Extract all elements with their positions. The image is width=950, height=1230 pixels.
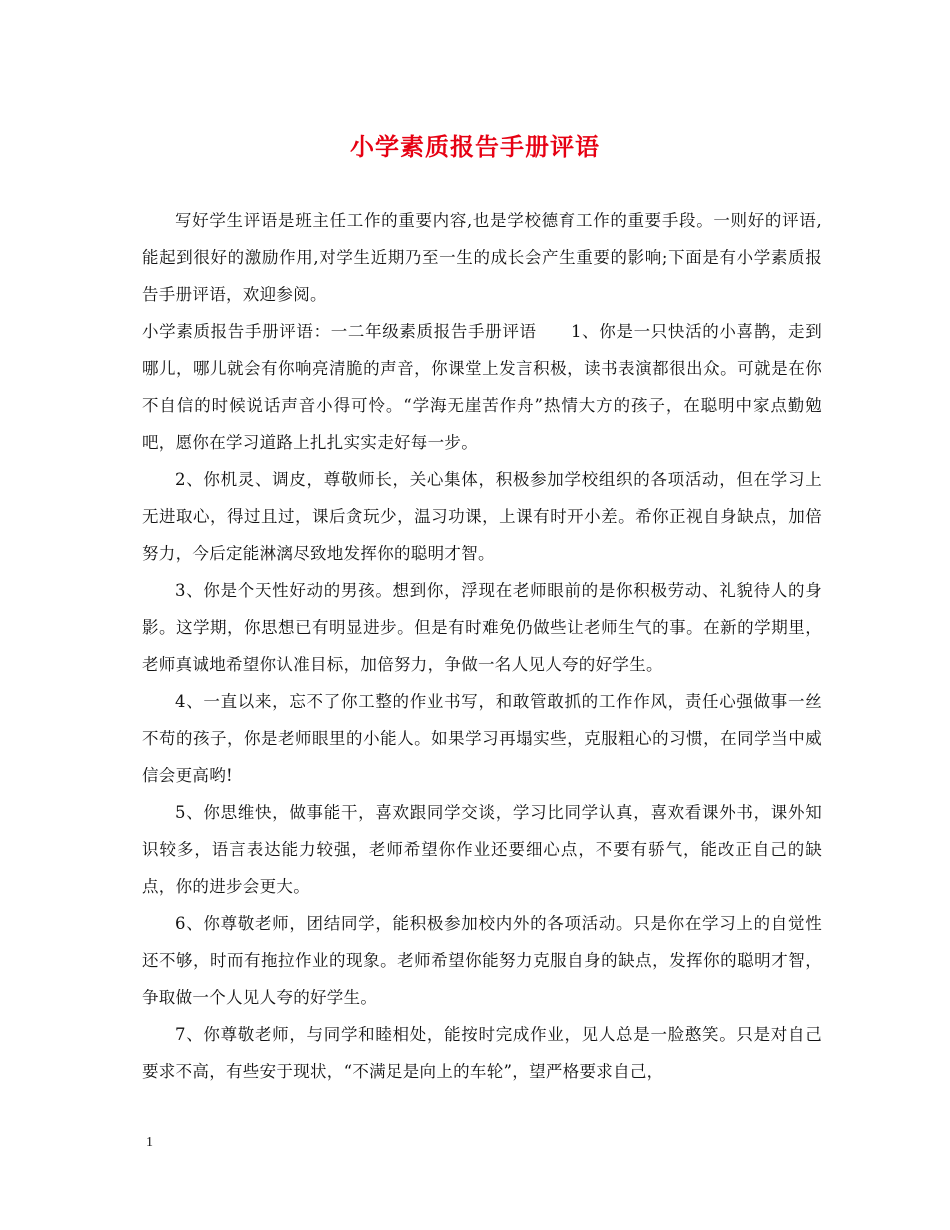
- paragraph-comment-5: 5、你思维快，做事能干，喜欢跟同学交谈，学习比同学认真，喜欢看课外书，课外知识较多，语言表达能力较强，老师希望你作业还要细心点，不要有骄气，能改正自己的缺点，你的进步会更大。: [142, 803, 822, 896]
- document-title: 小学素质报告手册评语: [350, 132, 600, 161]
- page-number: 1: [146, 1135, 153, 1150]
- paragraph-intro: 写好学生评语是班主任工作的重要内容,也是学校德育工作的重要手段。一则好的评语,能起到很好的激励作用,对学生近期乃至一生的成长会产生重要的影响;下面是有小学素质报告手册评语，欢迎参阅。: [142, 211, 822, 304]
- paragraph-comment-3: 3、你是个天性好动的男孩。想到你，浮现在老师眼前的是你积极劳动、礼貌待人的身影。这学期，你思想已有明显进步。但是有时难免仍做些让老师生气的事。在新的学期里，老师真诚地希望你认准目标，加倍努力，争做一名人见人夸的好学生。: [142, 581, 822, 674]
- document-body: [142, 202, 822, 1090]
- paragraph-comment-1: 小学素质报告手册评语：一二年级素质报告手册评语 1、你是一只快活的小喜鹊，走到哪儿，哪儿就会有你响亮清脆的声音，你课堂上发言积极，读书表演都很出众。可就是在你不自信的时候说话声音小得可怜。“学海无崖苦作舟”热情大方的孩子，在聪明中家点勤勉吧，愿你在学习道路上扎扎实实走好每一步。: [142, 322, 822, 452]
- paragraph-comment-2: 2、你机灵、调皮，尊敬师长，关心集体，积极参加学校组织的各项活动，但在学习上无进取心，得过且过，课后贪玩少，温习功课，上课有时开小差。希你正视自身缺点，加倍努力，今后定能淋漓尽致地发挥你的聪明才智。: [142, 470, 822, 563]
- paragraph-comment-6: 6、你尊敬老师，团结同学，能积极参加校内外的各项活动。只是你在学习上的自觉性还不够，时而有拖拉作业的现象。老师希望你能努力克服自身的缺点，发挥你的聪明才智，争取做一个人见人夸的好学生。: [142, 914, 822, 1007]
- paragraph-comment-7: 7、你尊敬老师，与同学和睦相处，能按时完成作业，见人总是一脸憨笑。只是对自己要求不高，有些安于现状，“不满足是向上的车轮”，望严格要求自己，: [142, 1025, 822, 1081]
- paragraph-comment-4: 4、一直以来，忘不了你工整的作业书写，和敢管敢抓的工作作风，责任心强做事一丝不苟的孩子，你是老师眼里的小能人。如果学习再塌实些，克服粗心的习惯，在同学当中威信会更高哟!: [142, 692, 822, 785]
